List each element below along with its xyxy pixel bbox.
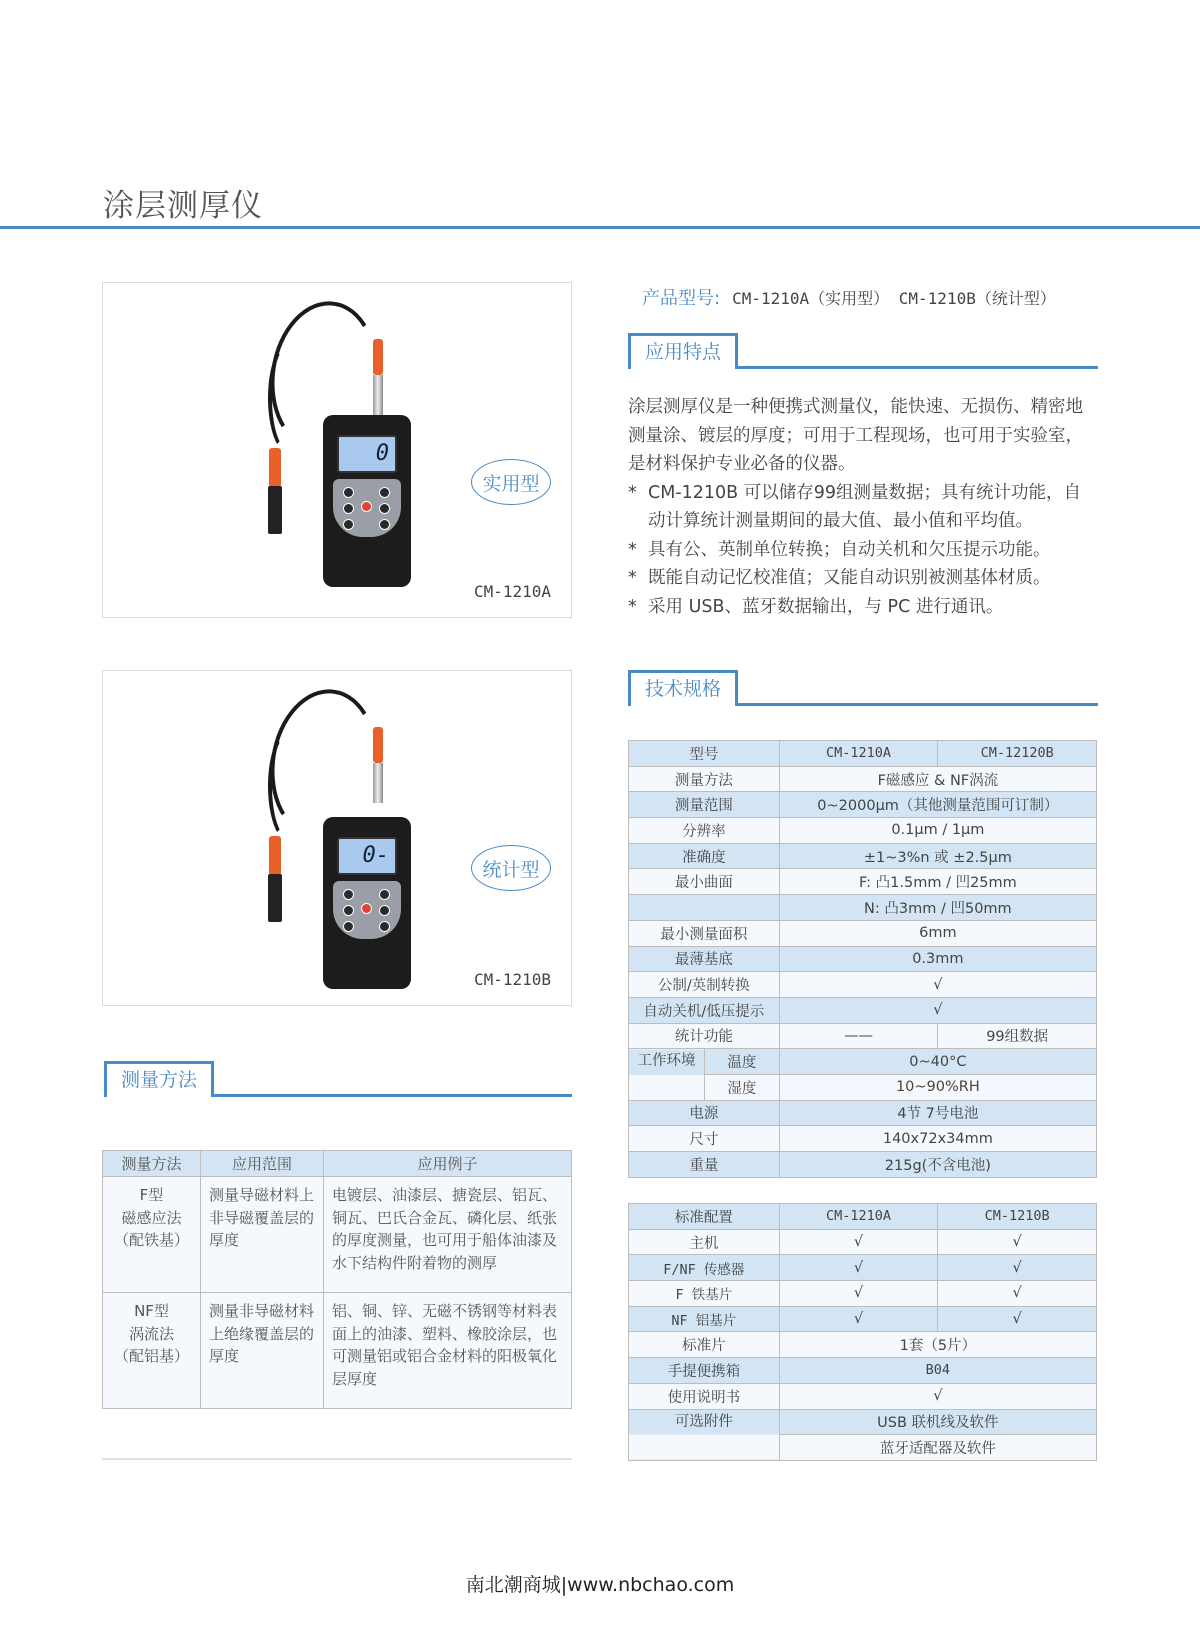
product-photo-cm1210a [102, 282, 572, 618]
probe-cable-lower [268, 731, 308, 841]
table-row: 主机 √ √ [629, 1229, 1097, 1255]
table-row: 蓝牙适配器及软件 [629, 1435, 1097, 1461]
zero-key [343, 519, 354, 530]
table-row: 分辨率 0.1μm / 1μm [629, 818, 1097, 844]
table-row: 自动关机/低压提示 √ [629, 997, 1097, 1023]
lcd-display: 0- [337, 837, 397, 875]
feature-bullet: * CM-1210B 可以储存99组测量数据；具有统计功能，自动计算统计测量期间的最大值、最小值和平均值。 [628, 479, 1098, 536]
table-row: 电源 4节 7号电池 [629, 1100, 1097, 1126]
page-title: 涂层测厚仪 [103, 188, 263, 224]
probe-handle [269, 448, 281, 488]
power-key [361, 903, 372, 914]
table-row: 统计功能 —— 99组数据 [629, 1023, 1097, 1049]
product-models [642, 284, 1056, 310]
table-row: 湿度 10~90%RH [629, 1074, 1097, 1100]
zero-key [343, 921, 354, 932]
specs-table [628, 740, 1097, 1178]
bullet-star-icon: * [628, 482, 637, 503]
up-key [343, 889, 354, 900]
power-key [361, 501, 372, 512]
table-header-row: 测量方法 应用范围 应用例子 [103, 1151, 572, 1177]
table-header-row: 标准配置 CM-1210A CM-1210B [629, 1204, 1097, 1230]
table-row: NF型 涡流法 （配铝基） 测量非导磁材料上绝缘覆盖层的厚度 铝、铜、锌、无磁不锈钢等材料表面上的油漆、塑料、橡胶涂层，也可测量铝或铝合金材料的阳极氧化层厚度 [103, 1293, 572, 1409]
table-row: 公制/英制转换 √ [629, 972, 1097, 998]
table-header-row: 型号 CM-1210A CM-12120B [629, 741, 1097, 767]
feature-bullet: * 采用 USB、蓝牙数据输出，与 PC 进行通讯。 [628, 593, 1098, 622]
config-table [628, 1203, 1097, 1461]
methods-heading: 测量方法 [104, 1061, 214, 1097]
down-key [379, 487, 390, 498]
bullet-star-icon: * [628, 539, 637, 560]
type-badge: 实用型 [471, 459, 551, 505]
table-row: F 铁基片 √ √ [629, 1281, 1097, 1307]
features-body [628, 393, 1098, 621]
feature-bullet: * 具有公、英制单位转换；自动关机和欠压提示功能。 [628, 536, 1098, 565]
keypad [333, 881, 401, 939]
table-row: 重量 215g(不含电池) [629, 1152, 1097, 1178]
methods-section-header [104, 1061, 572, 1097]
title-divider [0, 226, 1200, 229]
gauge-body [323, 415, 411, 587]
table-row: 工作环境 温度 0~40°C [629, 1049, 1097, 1075]
model-label: CM-1210A [473, 582, 551, 601]
model-label: CM-1210B [473, 970, 551, 989]
features-section-header [628, 333, 1098, 369]
type-badge: 统计型 [471, 845, 551, 891]
probe-tip [268, 874, 282, 922]
table-row: 可选附件 USB 联机线及软件 [629, 1409, 1097, 1435]
right-key [379, 503, 390, 514]
table-row: NF 铝基片 √ √ [629, 1306, 1097, 1332]
table-row: N: 凸3mm / 凹50mm [629, 895, 1097, 921]
specs-heading: 技术规格 [628, 670, 738, 706]
table-row: 最小曲面 F: 凸1.5mm / 凹25mm [629, 869, 1097, 895]
lcd-display: 0 [337, 435, 397, 473]
left-key [343, 905, 354, 916]
table-row: F/NF 传感器 √ √ [629, 1255, 1097, 1281]
bullet-star-icon: * [628, 596, 637, 617]
table-row: 标准片 1套（5片） [629, 1332, 1097, 1358]
thickness-gauge-image [103, 283, 571, 617]
down-key [379, 889, 390, 900]
probe-tip [268, 486, 282, 534]
right-key [379, 905, 390, 916]
connector [373, 375, 383, 415]
cable-sleeve [373, 727, 383, 763]
table-row: 准确度 ±1~3%n 或 ±2.5μm [629, 843, 1097, 869]
mode-key [379, 921, 390, 932]
methods-table [102, 1150, 572, 1409]
features-intro: 涂层测厚仪是一种便携式测量仪，能快速、无损伤、精密地测量涂、镀层的厚度；可用于工程现场，也可用于实验室，是材料保护专业必备的仪器。 [628, 397, 1083, 474]
table-row: 手提便携箱 B04 [629, 1358, 1097, 1384]
table-row: 测量方法 F磁感应 & NF涡流 [629, 766, 1097, 792]
bottom-divider [102, 1458, 572, 1460]
product-photo-cm1210b [102, 670, 572, 1006]
specs-section-header [628, 670, 1098, 706]
cable-sleeve [373, 339, 383, 375]
probe-handle [269, 836, 281, 876]
thickness-gauge-image [103, 671, 571, 1005]
probe-cable-lower [268, 343, 308, 453]
table-row: F型 磁感应法 （配铁基） 测量导磁材料上非导磁覆盖层的厚度 电镀层、油漆层、搪瓷层、铝瓦、铜瓦、巴氏合金瓦、磷化层、纸张的厚度测量，也可用于船体油漆及水下结构件附着物的测厚 [103, 1177, 572, 1293]
footer-text: 南北潮商城|www.nbchao.com [465, 1574, 735, 1596]
keypad [333, 479, 401, 537]
connector [373, 763, 383, 803]
mode-key [379, 519, 390, 530]
product-models-label: 产品型号: [642, 288, 721, 309]
table-row: 测量范围 0~2000μm（其他测量范围可订制） [629, 792, 1097, 818]
feature-bullet: * 既能自动记忆校准值；又能自动识别被测基体材质。 [628, 564, 1098, 593]
product-models-value: CM-1210A（实用型） CM-1210B（统计型） [732, 289, 1056, 308]
table-row: 使用说明书 √ [629, 1383, 1097, 1409]
left-key [343, 503, 354, 514]
table-row: 尺寸 140x72x34mm [629, 1126, 1097, 1152]
table-row: 最小测量面积 6mm [629, 920, 1097, 946]
bullet-star-icon: * [628, 568, 637, 588]
gauge-body [323, 817, 411, 989]
table-row: 最薄基底 0.3mm [629, 946, 1097, 972]
up-key [343, 487, 354, 498]
features-heading: 应用特点 [628, 333, 738, 369]
